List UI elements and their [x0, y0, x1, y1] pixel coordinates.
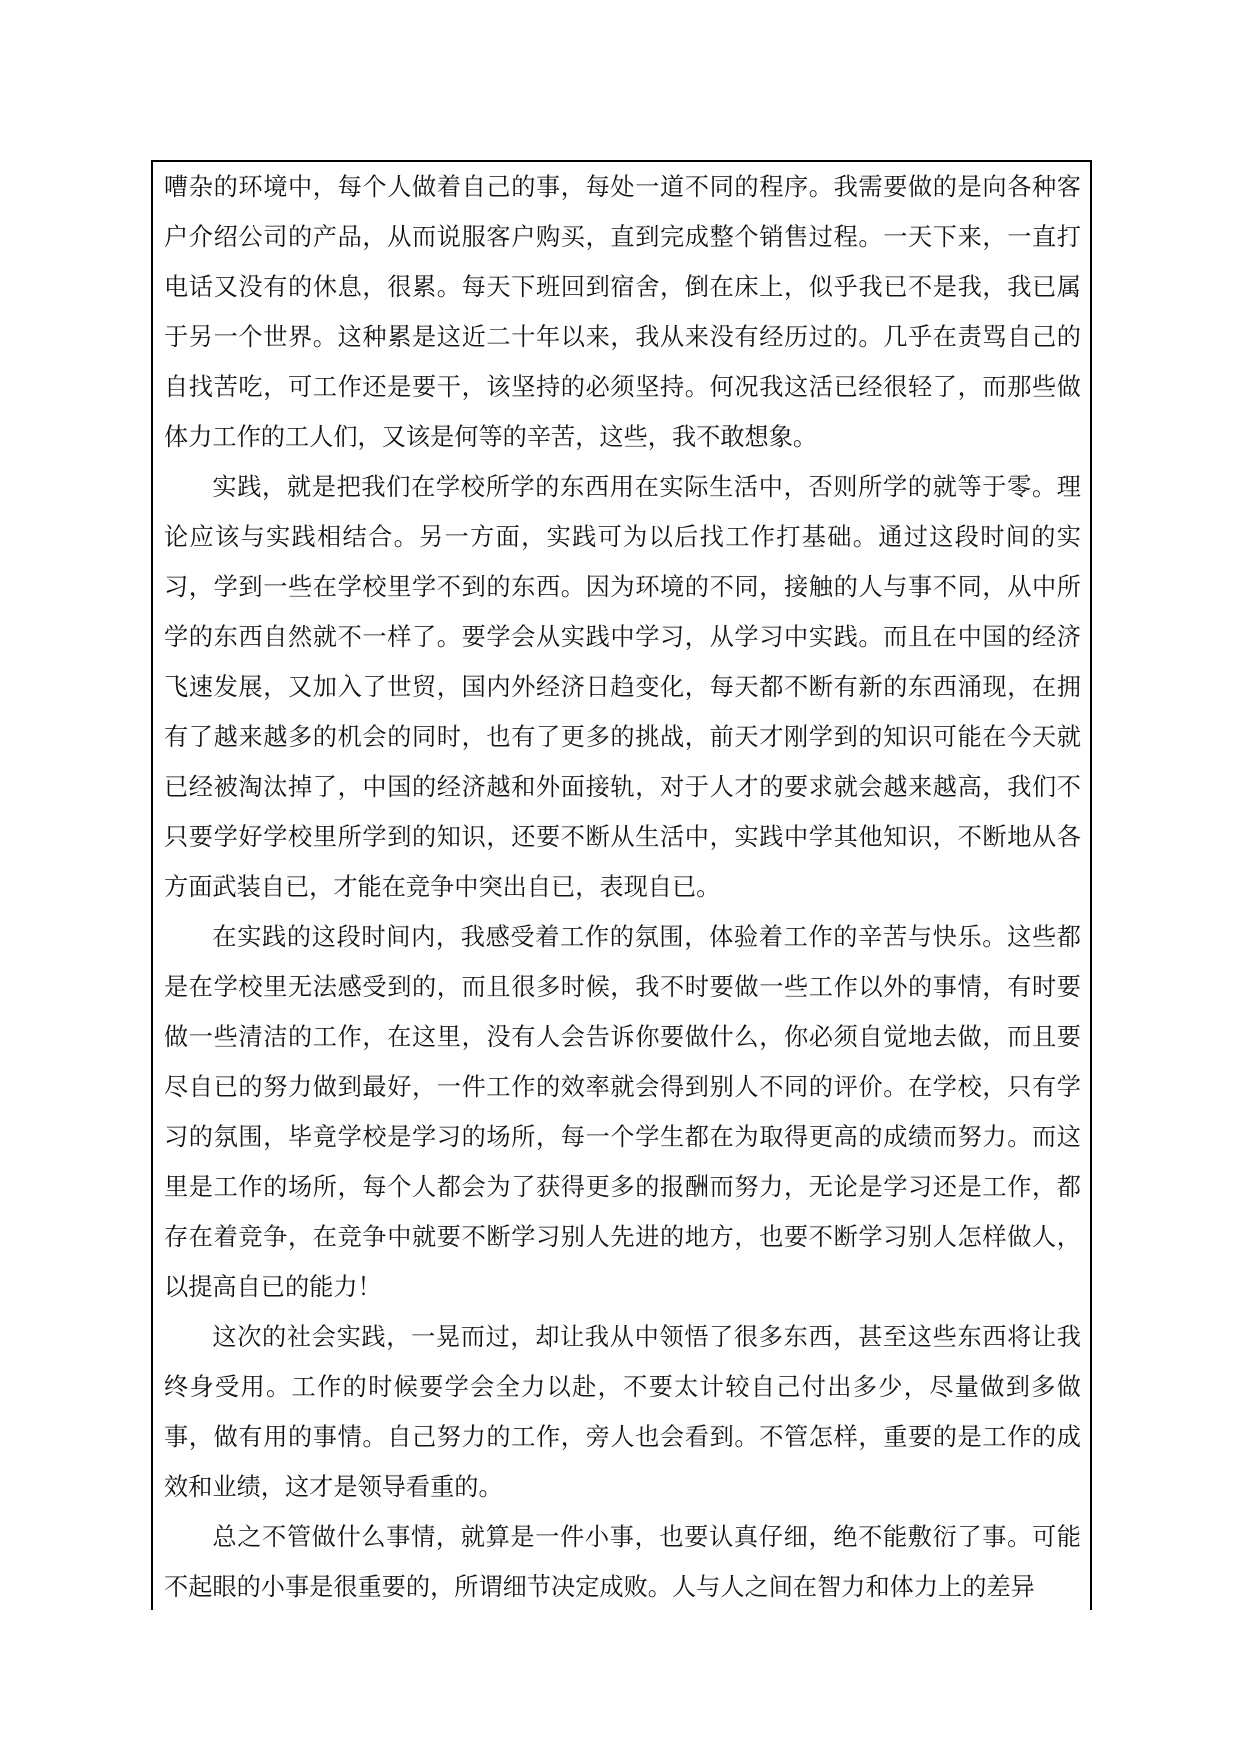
paragraph-2: 实践，就是把我们在学校所学的东西用在实际生活中，否则所学的就等于零。理论应该与实践相结合。另一方面，实践可为以后找工作打基础。通过这段时间的实习，学到一些在学校里学不到的东西。因为环境的不同，接触的人与事不同，从中所学的东西自然就不一样了。要学会从实践中学习，从学习中实践。而且在中国的经济飞速发展，又加入了世贸，国内外经济日趋变化，每天都不断有新的东西涌现，在拥有了越来越多的机会的同时，也有了更多的挑战，前天才刚学到的知识可能在今天就已经被淘汰掉了，中国的经济越和外面接轨，对于人才的要求就会越来越高，我们不只要学好学校里所学到的知识，还要不断从生活中，实践中学其他知识，不断地从各方面武装自已，才能在竞争中突出自已，表现自已。 — [164, 473, 1081, 901]
text-frame — [151, 160, 1092, 1610]
paragraph-3: 在实践的这段时间内，我感受着工作的氛围，体验着工作的辛苦与快乐。这些都是在学校里无法感受到的，而且很多时候，我不时要做一些工作以外的事情，有时要做一些清洁的工作，在这里，没有人会告诉你要做什么，你必须自觉地去做，而且要尽自已的努力做到最好，一件工作的效率就会得到别人不同的评价。在学校，只有学习的氛围，毕竟学校是学习的场所，每一个学生都在为取得更高的成绩而努力。而这里是工作的场所，每个人都会为了获得更多的报酬而努力，无论是学习还是工作，都存在着竞争，在竞争中就要不断学习别人先进的地方，也要不断学习别人怎样做人，以提高自已的能力！ — [164, 923, 1081, 1301]
paragraph-4: 这次的社会实践，一晃而过，却让我从中领悟了很多东西，甚至这些东西将让我终身受用。工作的时候要学会全力以赴，不要太计较自己付出多少，尽量做到多做事，做有用的事情。自己努力的工作，旁人也会看到。不管怎样，重要的是工作的成效和业绩，这才是领导看重的。 — [164, 1323, 1081, 1501]
document-body — [164, 162, 1081, 1612]
paragraph-1: 嘈杂的环境中，每个人做着自己的事，每处一道不同的程序。我需要做的是向各种客户介绍公司的产品，从而说服客户购买，直到完成整个销售过程。一天下来，一直打电话又没有的休息，很累。每天下班回到宿舍，倒在床上，似乎我已不是我，我已属于另一个世界。这种累是这近二十年以来，我从来没有经历过的。几乎在责骂自己的自找苦吃，可工作还是要干，该坚持的必须坚持。何况我这活已经很轻了，而那些做体力工作的工人们，又该是何等的辛苦，这些，我不敢想象。 — [164, 173, 1081, 451]
paragraph-5: 总之不管做什么事情，就算是一件小事，也要认真仔细，绝不能敷衍了事。可能不起眼的小事是很重要的，所谓细节决定成败。人与人之间在智力和体力上的差异 — [164, 1523, 1081, 1601]
